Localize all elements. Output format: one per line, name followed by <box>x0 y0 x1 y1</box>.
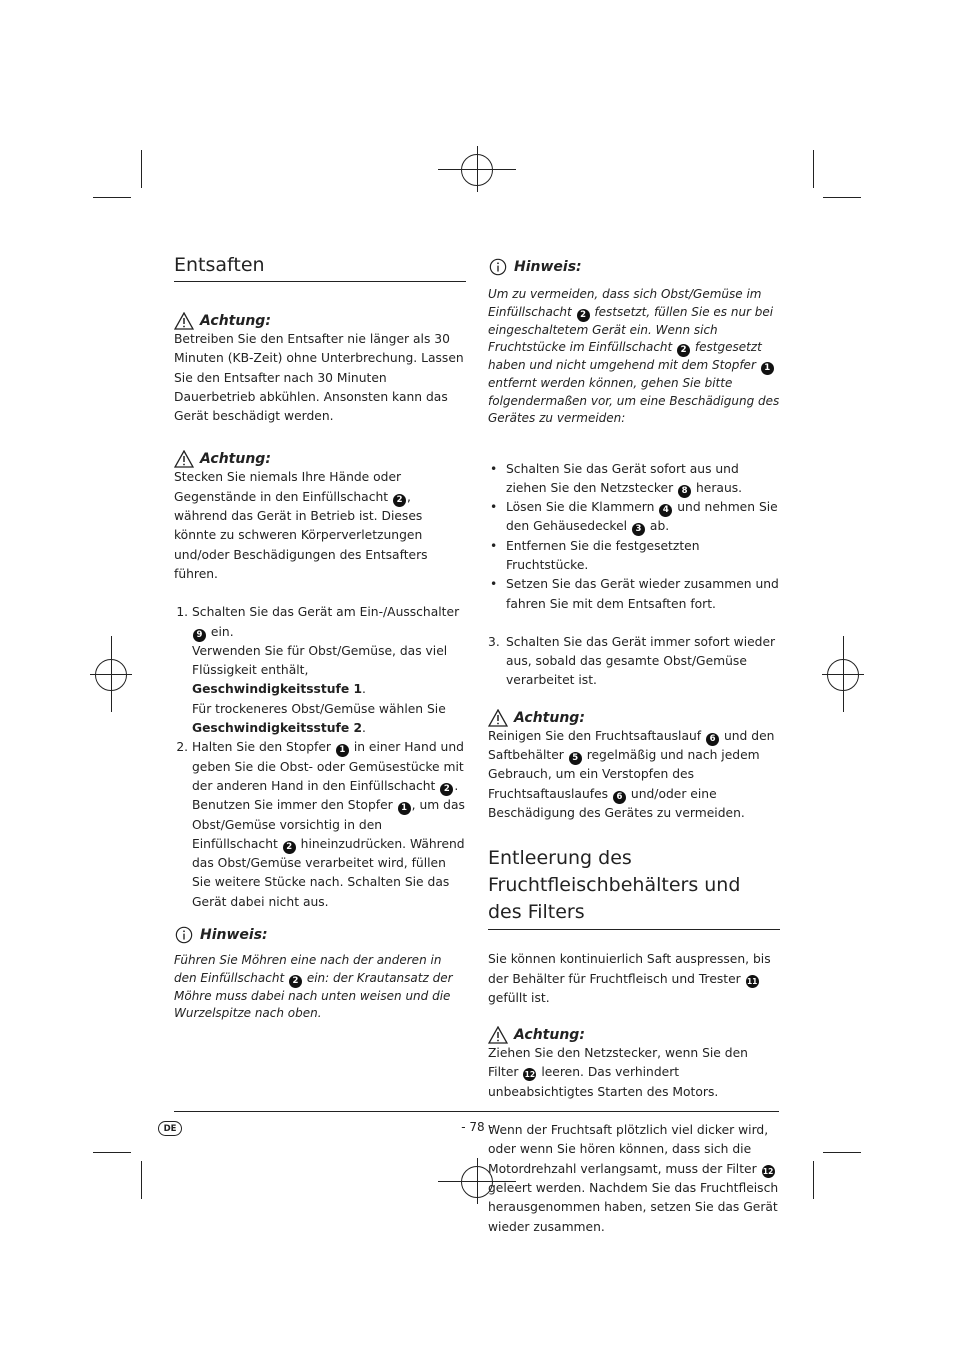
warning-heading <box>174 450 466 468</box>
left-column <box>174 252 466 1023</box>
warning-text: Reinigen Sie den Fruchtsaftauslauf 6 und den Saftbehälter 5 regelmäßig und nach jedem Gebrauch, um ein Verstopfen des Fruchtsaftauslaufes 6 und/oder eine Beschädigung des Gerätes zu vermeiden. <box>488 728 775 820</box>
part-number-badge: 8 <box>678 485 691 498</box>
warning-text: Ziehen Sie den Netzstecker, wenn Sie den Filter 12 leeren. Das verhindert unbeabsichtigtes Starten des Motors. <box>488 1046 748 1099</box>
step-text: Schalten Sie das Gerät immer sofort wieder aus, sobald das gesamte Obst/Gemüse verarbeitet ist. <box>506 634 776 688</box>
warning-text: Stecken Sie niemals Ihre Hände oder Gegenstände in den Einfüllschacht 2 , während das Gerät in Betrieb ist. Dieses könnte zu schweren Körperverletzungen und/oder Beschädigungen des Entsafters führen. <box>174 470 428 581</box>
part-number-badge: 4 <box>659 504 672 517</box>
warning-heading <box>174 312 466 330</box>
paragraph: Wenn der Fruchtsaft plötzlich viel dicker wird, oder wenn Sie hören können, dass sich die Motordrehzahl verlangsamt, muss der Filter 12 geleert werden. Nachdem Sie das Fruchtfleisch herausgenommen haben, setzen Sie das Gerät wieder zusammen. <box>488 1123 779 1234</box>
crop-mark <box>93 197 131 198</box>
part-number-badge: 11 <box>746 976 758 986</box>
warning-triangle-icon <box>488 1026 508 1044</box>
warning-text: Betreiben Sie den Entsafter nie länger als 30 Minuten (KB-Zeit) ohne Unterbrechung. Lassen Sie den Entsafter nach 30 Minuten Dauerbetrieb abkühlen. Ansonsten kann das Gerät beschädigt werden. <box>174 332 464 424</box>
crop-mark <box>813 1161 814 1199</box>
warning-heading-text: Achtung: <box>200 313 271 329</box>
instruction-steps <box>174 603 466 912</box>
part-number-badge: 2 <box>289 975 302 988</box>
part-number-badge: 1 <box>336 744 349 757</box>
step-number: 3. <box>488 634 500 649</box>
note-heading <box>174 926 466 944</box>
language-badge: DE <box>158 1121 182 1136</box>
note-heading-text: Hinweis: <box>200 927 268 944</box>
part-number-badge: 1 <box>761 362 774 375</box>
crop-mark <box>141 1161 142 1199</box>
list-item: 2. Halten Sie den Stopfer 1 in einer Hand und geben Sie die Obst- oder Gemüsestücke mit der anderen Hand in den Einfüllschacht 2 . Benutzen Sie immer den Stopfer 1 , um das Obst/Gemüse vorsichtig in den Einfüllschacht 2 hineinzudrücken. Während das Obst/Gemüse verarbeitet wird, füllen Sie weitere Stücke nach. Schalten Sie das Gerät dabei nicht aus. <box>192 738 466 912</box>
warning-triangle-icon <box>174 312 194 330</box>
crop-mark <box>813 150 814 188</box>
crop-mark <box>141 150 142 188</box>
part-number-badge: 2 <box>577 309 590 322</box>
warning-triangle-icon <box>488 709 508 727</box>
part-number-badge: 6 <box>706 733 719 746</box>
part-number-badge: 6 <box>613 791 626 804</box>
list-item: • Schalten Sie das Gerät sofort aus und ziehen Sie den Netzstecker 8 heraus. <box>506 460 780 499</box>
list-item: 1. Schalten Sie das Gerät am Ein-/Ausschalter 9 ein. Verwenden Sie für Obst/Gemüse, das viel Flüssigkeit enthält, Geschwindigkeitsstufe 1. Für trockeneres Obst/Gemüse wählen Sie Geschwindigkeitsstufe 2. <box>192 603 466 738</box>
note-text: Führen Sie Möhren eine nach der anderen in den Einfüllschacht 2 ein: der Krautansatz der Möhre muss dabei nach unten weisen und die Wurzelspitze nach oben. <box>174 953 453 1021</box>
crop-mark <box>823 197 861 198</box>
part-number-badge: 2 <box>677 344 690 357</box>
part-number-badge: 3 <box>632 523 645 536</box>
step-3 <box>488 633 780 691</box>
section-title-entsaften: Entsaften <box>174 252 466 282</box>
warning-heading-text: Achtung: <box>514 1027 585 1044</box>
info-circle-icon <box>488 258 508 276</box>
page-number: - 78 - <box>461 1120 493 1134</box>
info-circle-icon <box>174 926 194 944</box>
part-number-badge: 5 <box>569 752 582 765</box>
part-number-badge: 12 <box>762 1166 774 1176</box>
warning-heading-text: Achtung: <box>200 451 271 468</box>
part-number-badge: 2 <box>393 494 406 507</box>
note-heading <box>488 258 780 276</box>
bullet-list <box>488 460 780 614</box>
part-number-badge: 1 <box>398 802 411 815</box>
part-number-badge: 9 <box>193 629 206 642</box>
part-number-badge: 2 <box>283 841 296 854</box>
crop-mark <box>93 1152 131 1153</box>
note-heading-text: Hinweis: <box>514 259 582 275</box>
list-item: • Setzen Sie das Gerät wieder zusammen und fahren Sie mit dem Entsaften fort. <box>506 575 780 614</box>
part-number-badge: 2 <box>440 783 453 796</box>
part-number-badge: 12 <box>524 1070 536 1080</box>
right-column <box>488 252 780 1237</box>
list-item: • Entfernen Sie die festgesetzten Fruchtstücke. <box>506 537 780 576</box>
warning-heading <box>488 1026 780 1044</box>
section-title-entleerung: Entleerung des Fruchtfleischbehälters und des Filters <box>488 845 780 930</box>
warning-heading-text: Achtung: <box>514 709 585 726</box>
paragraph: Sie können kontinuierlich Saft auspressen, bis der Behälter für Fruchtfleisch und Trester 11 gefüllt ist. <box>488 952 771 1005</box>
warning-heading <box>488 709 780 727</box>
footer-rule <box>174 1111 779 1112</box>
crop-mark <box>823 1152 861 1153</box>
list-item: • Lösen Sie die Klammern 4 und nehmen Sie den Gehäusedeckel 3 ab. <box>506 498 780 537</box>
warning-triangle-icon <box>174 450 194 468</box>
note-text: Um zu vermeiden, dass sich Obst/Gemüse im Einfüllschacht 2 festsetzt, füllen Sie es nur bei eingeschaltetem Gerät ein. Wenn sich Fruchtstücke im Einfüllschacht 2 festgesetzt haben und nicht umgehend mit dem Stopfer 1 entfernt werden können, gehen Sie bitte folgendermaßen vor, um eine Beschädigung des Gerätes zu vermeiden: <box>488 287 780 425</box>
